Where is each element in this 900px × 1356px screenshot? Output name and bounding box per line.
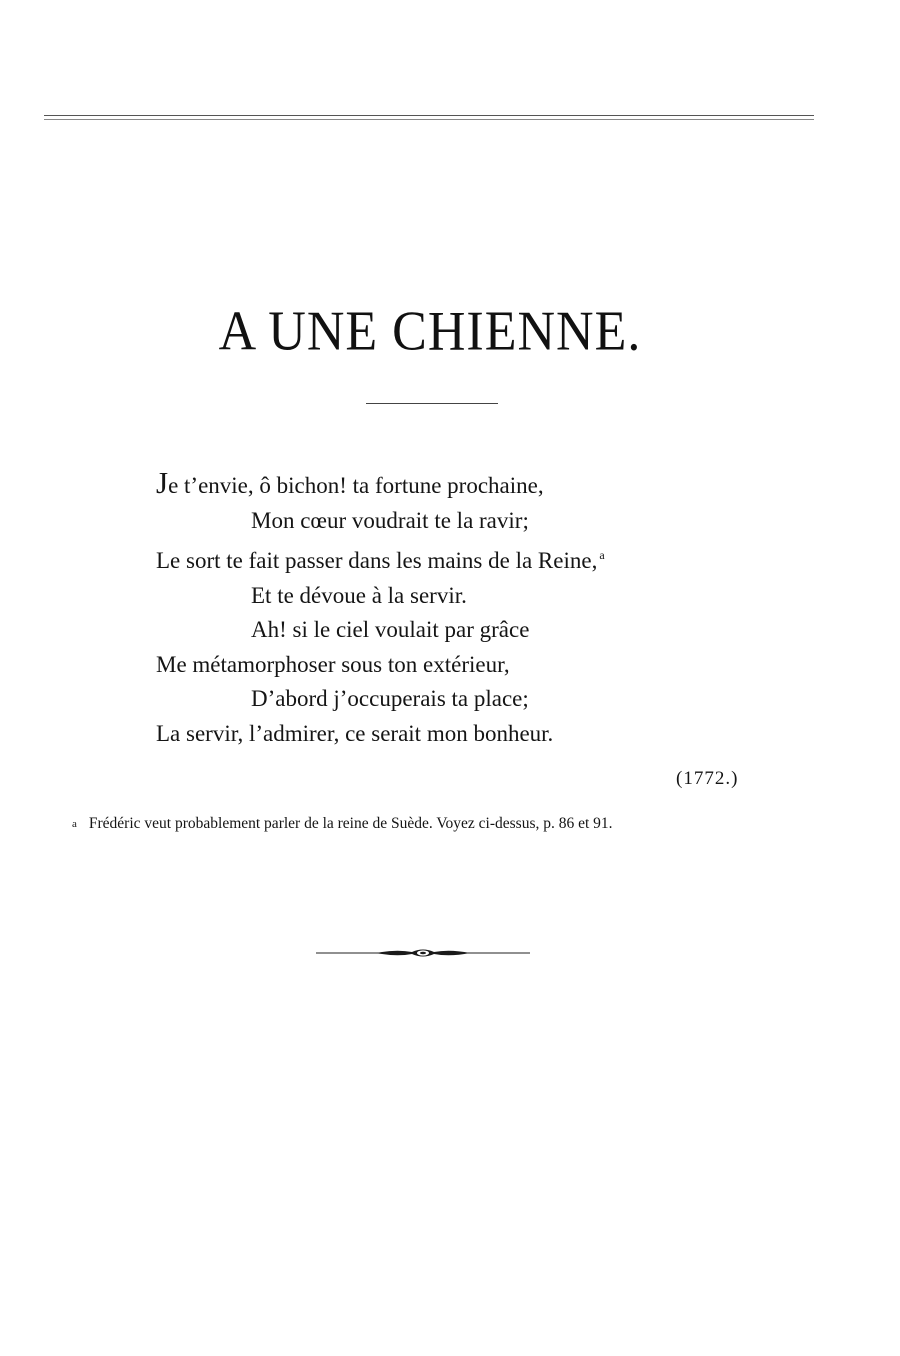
footnote-text: Frédéric veut probablement parler de la reine de Suède. Voyez ci-dessus, p. 86 et 91. (88, 815, 613, 832)
poem-line-1-text: e t’envie, ô bichon! ta fortune prochaine, (168, 473, 544, 498)
poem-line-3 (156, 538, 776, 579)
footnote (72, 815, 613, 833)
poem-line-3-text: Le sort te fait passer dans les mains de la Reine, (156, 548, 598, 573)
poem-line-8: La servir, l’admirer, ce serait mon bonheur. (156, 720, 554, 746)
poem-line-6: Me métamorphoser sous ton extérieur, (156, 651, 510, 677)
poem-line-4: Et te dévoue à la servir. (251, 582, 467, 608)
poem-line-1 (156, 466, 776, 504)
poem-line-7: D’abord j’occuperais ta place; (251, 686, 529, 711)
header-double-rule (44, 115, 814, 120)
poem-body (156, 466, 776, 751)
footnote-marker: a (72, 818, 77, 830)
poem-date: (1772.) (676, 768, 739, 789)
poem-line-5: Ah! si le ciel voulait par grâce (251, 617, 530, 642)
poem-line-2: Mon cœur voudrait te la ravir; (251, 507, 529, 533)
footnote-reference: a (599, 548, 605, 562)
initial-letter: J (156, 465, 169, 500)
poem-title: A UNE CHIENNE. (218, 300, 642, 363)
title-separator-rule (366, 403, 498, 404)
tailpiece-ornament-icon (316, 946, 530, 960)
